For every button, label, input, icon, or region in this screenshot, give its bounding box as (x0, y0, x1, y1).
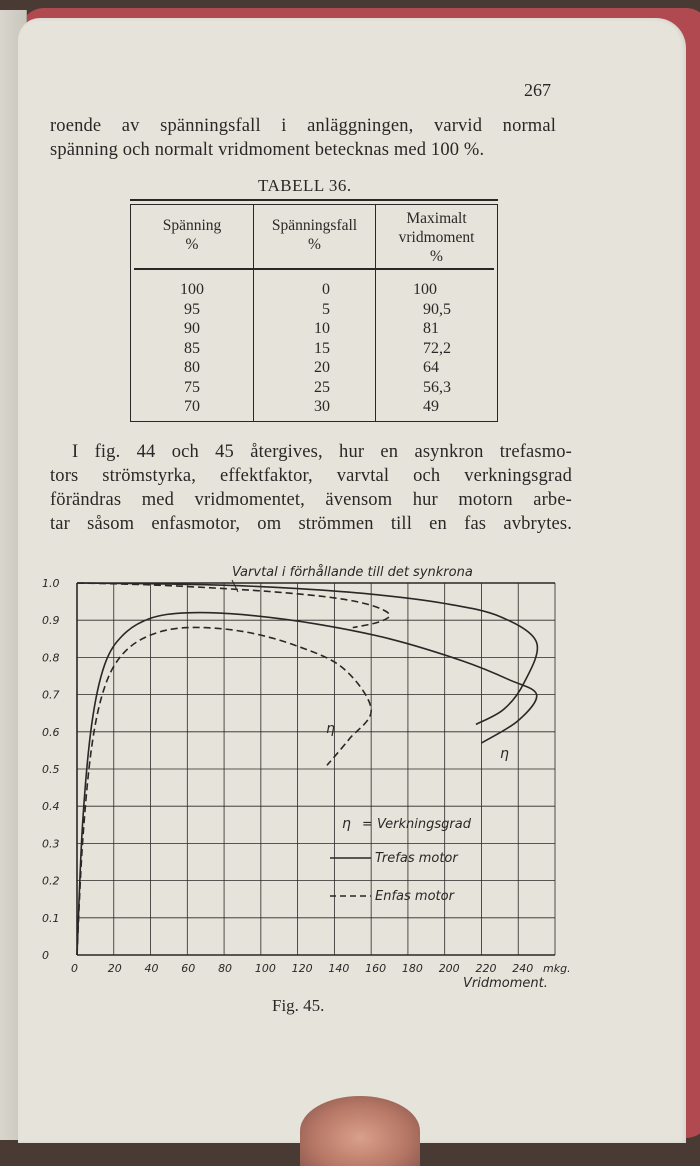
x-tick-label: 60 (181, 962, 196, 975)
thumb (300, 1096, 420, 1166)
curve-label-enfas-eta: η (326, 721, 335, 737)
x-tick-label: 240 (512, 962, 534, 975)
x-tick-label: 140 (328, 962, 350, 975)
table-title: TABELL 36. (258, 176, 352, 195)
y-tick-label: 0 (42, 949, 49, 962)
table-cell: 72,2 (423, 339, 451, 357)
legend-dashed-text: Enfas motor (375, 889, 454, 904)
table-cell: 95 (184, 300, 200, 318)
y-tick-label: 1.0 (42, 577, 60, 590)
table-cell: 70 (184, 398, 200, 415)
legend-eta-symbol: η (342, 816, 351, 832)
table-cell: 85 (184, 339, 200, 357)
table-cell: 15 (314, 339, 330, 357)
text-line: tar såsom enfasmotor, om strömmen till en fas avbrytes. (50, 514, 572, 534)
table-cell: 100 (180, 281, 204, 298)
y-tick-label: 0.1 (42, 911, 60, 925)
x-tick-label: mkg. (543, 962, 571, 975)
y-tick-label: 0.5 (42, 763, 60, 776)
table-cell: 20 (314, 359, 330, 376)
text-line: I fig. 44 och 45 återgives, hur en asynkron trefasmo- (72, 442, 572, 462)
text-line: tors strömstyrka, effektfaktor, varvtal och verkningsgrad (50, 466, 572, 486)
x-axis-label: Vridmoment. (463, 976, 548, 991)
text-line: spänning och normalt vridmoment betecknas med 100 %. (50, 140, 485, 160)
x-tick-label: 20 (107, 962, 122, 975)
x-tick-label: 0 (71, 962, 78, 975)
legend-eta-text: = Verkningsgrad (362, 817, 471, 832)
series-line-trefas (77, 613, 537, 955)
legend-solid-text: Trefas motor (375, 851, 458, 866)
table-cell: 0 (322, 281, 330, 298)
x-tick-label: 40 (144, 962, 159, 975)
y-axis-ticks (42, 577, 60, 962)
series-line-enfas (77, 583, 390, 628)
table-cell: 75 (184, 378, 200, 396)
x-tick-label: 160 (365, 962, 387, 975)
table-cell: 81 (423, 320, 439, 337)
table-header-spanningsfall: Spänningsfall % (271, 217, 358, 253)
curve-label-trefas-eta: η (500, 746, 509, 762)
x-axis-ticks (71, 962, 571, 975)
x-tick-label: 100 (254, 962, 276, 975)
table-cell: 25 (314, 378, 330, 396)
text-line: förändras med vridmomentet, ävensom hur motorn arbe- (50, 490, 572, 510)
table-cell: 49 (423, 398, 439, 415)
table-cell: 100 (413, 281, 437, 298)
x-tick-label: 220 (475, 962, 497, 975)
table-cell: 10 (314, 320, 330, 337)
y-tick-label: 0.3 (42, 837, 60, 851)
top-label: Varvtal i förhållande till det synkrona (232, 565, 473, 580)
table-header-vridmoment: Maximalt vridmoment % (398, 210, 475, 265)
y-tick-label: 0.8 (42, 651, 60, 665)
page-number: 267 (524, 80, 551, 100)
table-header-spanning: Spänning % (162, 217, 222, 253)
table-cell: 80 (184, 359, 200, 376)
series-line-trefas (77, 583, 537, 724)
table-cell: 30 (314, 398, 330, 415)
table-cell: 90,5 (423, 300, 451, 318)
x-tick-label: 180 (401, 962, 423, 975)
y-tick-label: 0.9 (42, 614, 60, 628)
y-tick-label: 0.2 (42, 874, 60, 888)
table-cell: 90 (184, 320, 200, 337)
y-tick-label: 0.4 (42, 800, 60, 814)
table-cell: 56,3 (423, 378, 451, 396)
y-tick-label: 0.7 (42, 688, 60, 702)
figure-caption: Fig. 45. (272, 996, 325, 1015)
x-tick-label: 200 (438, 962, 460, 975)
text-line: roende av spänningsfall i anläggningen, varvid normal (50, 116, 556, 136)
table-cell: 5 (322, 300, 330, 318)
table-cell: 64 (423, 359, 439, 376)
y-tick-label: 0.6 (42, 725, 60, 739)
chart-grid (77, 583, 555, 955)
x-tick-label: 120 (291, 962, 313, 975)
x-tick-label: 80 (218, 962, 233, 975)
